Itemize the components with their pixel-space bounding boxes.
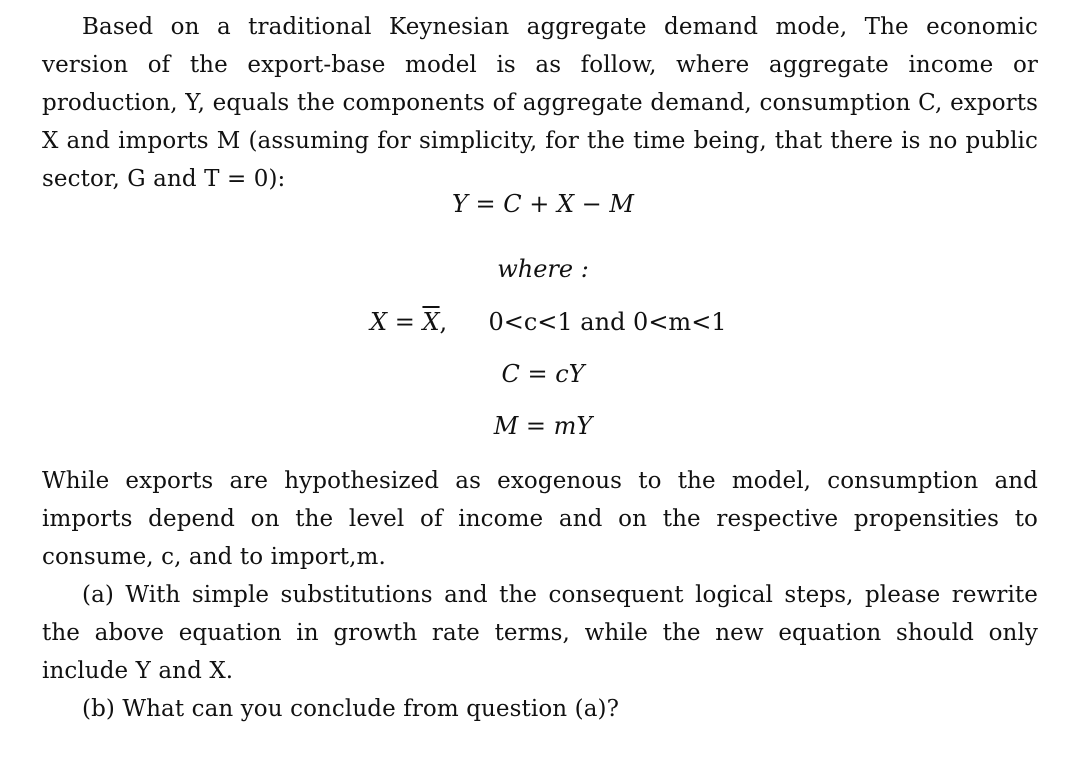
equation-main: Y = C + X − M	[452, 190, 634, 218]
x-bar: $\overline{X}$	[422, 308, 440, 336]
question-a: (a) With simple substitutions and the consequent logical steps, please rewrite the above equation in growth rate terms, while the new equation should only include Y and X.	[42, 582, 1038, 684]
equation-x-definition: $X = \overline{X}$, 0<c<1 and 0<m<1	[370, 308, 727, 336]
equation-consumption: C = cY	[501, 360, 585, 388]
intro-text: Based on a traditional Keynesian aggregate demand mode, The economic version of the export-base model is as follow, where aggregate income or production, Y, equals the components of aggregate demand, consumption C, exports X and imports M (assuming for simplicity, for the time being, that there is no public sector, G and T = 0):	[42, 14, 1038, 192]
body-section	[42, 462, 1038, 728]
question-b: (b) What can you conclude from question (a)?	[82, 696, 620, 722]
propensity-constraints: 0<c<1 and 0<m<1	[488, 308, 727, 336]
equation-imports: M = mY	[493, 412, 593, 440]
intro-paragraph	[42, 8, 1038, 198]
equation-where-label: where :	[497, 255, 589, 283]
document-page	[42, 8, 1038, 198]
exogenous-paragraph: While exports are hypothesized as exogenous to the model, consumption and imports depend on the level of income and on the respective propensities to consume, c, and to import,m.	[42, 468, 1038, 570]
